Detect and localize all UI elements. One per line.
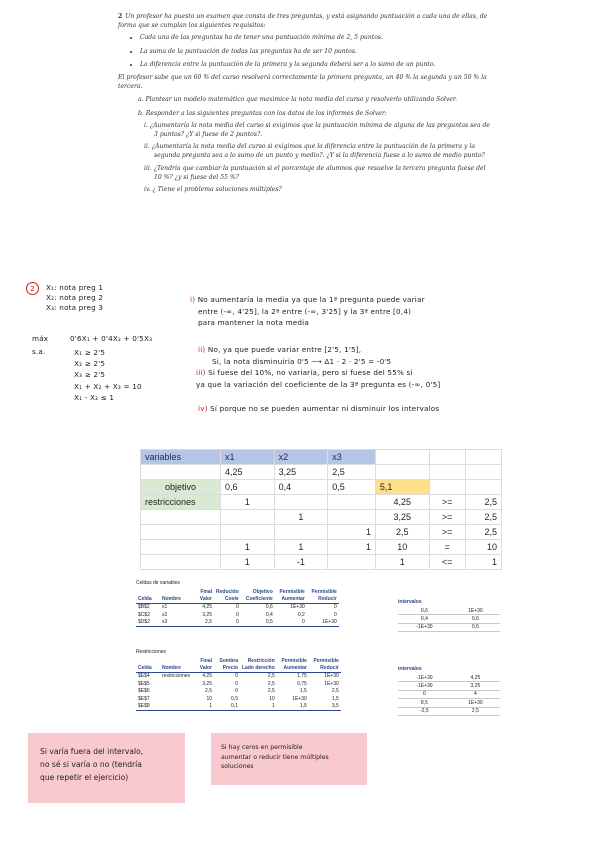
note-line: no sé si varía o no (tendría	[40, 760, 142, 769]
constraint: X₂ ≥ 2'5	[74, 359, 106, 369]
header-cell: x3	[328, 450, 376, 465]
requirement-item: • La diferencia entre la puntuación de la primera y la segunda deberá ser a lo sumo de un punto.	[140, 60, 490, 69]
constraints-list	[74, 347, 142, 403]
cell: 0	[398, 690, 451, 698]
header-cell	[136, 657, 160, 664]
coef-cell: 1	[328, 540, 376, 555]
rhs-cell: 10	[465, 540, 501, 555]
cell: 2,5	[267, 680, 275, 687]
report-title: Restricciones	[136, 649, 167, 655]
problem-knowledge: El profesor sabe que un 60 % del curso resolverá correctamente la primera pregunta, un 40 % la segunda y un 50 % la tercera.	[118, 74, 487, 91]
table-row	[136, 611, 339, 618]
report-variables	[136, 580, 339, 627]
header-cell: Permisible	[281, 657, 307, 664]
variable-definitions	[46, 283, 103, 313]
cell: 0	[334, 604, 337, 611]
cell: 1E+30	[292, 695, 307, 702]
sticky-note-left	[28, 733, 185, 803]
table-row	[398, 690, 500, 698]
note-line: Si hay ceros en permisible	[221, 744, 303, 751]
cell: 0	[236, 604, 239, 611]
coef-cell: 1	[220, 495, 274, 510]
question-ii: ii. ¿Aumentaría la nota media del curso si exigimos que la diferencia entre la puntuación de la primera y la segunda pregunta sea a lo sumo de un punto y medio?. ¿Y si la diferencia fuese a lo sumo de medio punto?	[144, 143, 485, 160]
lhs-cell: 10	[375, 540, 429, 555]
table-row	[398, 623, 500, 631]
header-cell: Sombra	[219, 657, 238, 664]
op-cell: >=	[429, 495, 465, 510]
cell	[160, 695, 194, 702]
table-row	[141, 525, 502, 540]
cell: 1E+30	[451, 607, 500, 615]
problem-statement	[118, 12, 490, 194]
header-cell: Restricción	[247, 657, 275, 664]
cell: -1E+30	[398, 674, 451, 682]
cell: 0	[235, 680, 238, 687]
cell: -1E+30	[398, 623, 451, 631]
table-row	[136, 688, 341, 695]
header-cell: Objetivo	[252, 588, 273, 595]
cell: 2,5	[205, 688, 212, 695]
coef-cell: 1	[220, 555, 274, 570]
table-row	[141, 465, 502, 480]
note-line: que repetir el ejercicio)	[40, 773, 129, 782]
problem-intro-text: Un profesor ha puesto un examen que consta de tres preguntas, y está asignando puntuación a cada una de ellas, de forma que se cumplan los siguientes requisitos:	[118, 13, 488, 30]
cell: 0,4	[398, 615, 451, 623]
coef-cell: 1	[220, 540, 274, 555]
answer-iii	[196, 367, 596, 390]
constraint: X₃ ≥ 2'5	[74, 370, 106, 380]
value-cell: 2,5	[328, 465, 376, 480]
requirement-item: • Cada una de las preguntas ha de tener una puntuación mínima de 2, 5 puntos.	[140, 33, 490, 42]
question-i: i. ¿Aumentaría la nota media del curso si exigimos que la puntuación mínima de alguna de las preguntas sea de 3 puntos? ¿Y si fuese de 2 puntos?.	[144, 121, 490, 139]
answer-i	[190, 294, 595, 329]
table-row	[398, 682, 500, 690]
value-cell: 4,25	[220, 465, 274, 480]
table-row	[398, 607, 500, 615]
cell: 0,5	[241, 619, 275, 627]
objective-value: 5,1	[375, 480, 429, 495]
header-cell: variables	[141, 450, 221, 465]
cell: 8,5	[398, 699, 451, 707]
header-cell: Reducir	[307, 595, 339, 603]
lhs-cell: 2,5	[375, 525, 429, 540]
cell: 0	[214, 619, 241, 627]
header-cell: Coste	[214, 595, 241, 603]
header-cell	[160, 588, 194, 595]
answer-iv-text: Sí porque no se pueden aumentar ni disminuir los intervalos	[210, 404, 440, 413]
header-cell: Final	[200, 657, 212, 664]
cell: 0	[235, 688, 238, 695]
cell: x1	[162, 604, 168, 611]
constraint: X₁ + X₂ + X₃ = 10	[74, 381, 142, 391]
cell: -1E+30	[398, 682, 451, 690]
header-cell: x2	[274, 450, 328, 465]
cell: 0	[334, 611, 337, 618]
table-row	[398, 615, 500, 623]
table-row	[141, 555, 502, 570]
requirements-list	[118, 33, 490, 69]
intervals-title: intervalos	[398, 666, 422, 672]
rhs-cell: 2,5	[465, 525, 501, 540]
problem-number: 2	[118, 13, 123, 20]
table-row	[136, 672, 341, 680]
rhs-cell: 2,5	[465, 510, 501, 525]
cell: 3,5	[309, 702, 341, 710]
restrictions-label: restricciones	[141, 495, 221, 510]
answer-ii-line: No, ya que puede variar entre [2'5, 1'5],	[207, 345, 362, 354]
table-row	[398, 707, 500, 715]
answer-iv-label: iv)	[198, 404, 208, 413]
cell: 3,25	[202, 680, 212, 687]
header-cell: Valor	[194, 595, 214, 603]
value-cell: 3,25	[274, 465, 328, 480]
header-cell: Lado derecho	[242, 665, 275, 672]
intervals-constraints	[398, 666, 500, 716]
cell: 0	[236, 611, 239, 618]
cell: 1,75	[297, 673, 307, 680]
cell	[160, 702, 194, 710]
lhs-cell: 1	[375, 555, 429, 570]
cell: $E$6	[138, 688, 150, 695]
header-cell: Permisible	[311, 588, 337, 595]
answer-iii-label: iii)	[196, 368, 206, 377]
var-def: X₃: nota preg 3	[46, 303, 104, 312]
cell: 1E+30	[324, 680, 339, 687]
table-row	[141, 495, 502, 510]
header-cell: Valor	[194, 664, 214, 672]
report-constraints	[136, 649, 341, 711]
answer-ii-line: Si, la nota disminuiría 0'5 ⟶ Δ1 · 2 · 2'5 = -0'5	[212, 356, 392, 366]
objective-label: objetivo	[141, 480, 221, 495]
question-iv: iv. ¿ Tiene el problema soluciones múltiples?	[144, 186, 282, 194]
cell: $B$2	[138, 604, 150, 611]
coef-cell: 1	[328, 525, 376, 540]
cell: $E$5	[138, 680, 150, 687]
table-row	[136, 619, 339, 627]
cell: 0,2	[297, 611, 305, 618]
cell: $E$7	[138, 695, 150, 702]
coef-cell	[328, 495, 376, 510]
cell: 2,5	[267, 673, 275, 680]
header-cell	[136, 588, 160, 595]
table-row	[136, 695, 341, 702]
header-cell: Reducido	[216, 588, 239, 595]
table-row	[136, 680, 341, 687]
table-row	[136, 702, 341, 710]
coef-cell: 1	[274, 510, 328, 525]
answer-i-line: No aumentaría la media ya que la 1ª pregunta puede variar	[197, 295, 425, 304]
cell: 1E+30	[290, 604, 305, 611]
cell: x2	[162, 611, 168, 618]
header-cell	[160, 657, 194, 664]
header-cell: x1	[220, 450, 274, 465]
header-cell: Precio	[214, 664, 240, 672]
answer-ii	[198, 344, 588, 367]
intervals-variables-table	[398, 607, 500, 632]
table-row	[136, 603, 339, 611]
part-a: a. Plantear un modelo matemático que maximice la nota media del curso y resolverlo utilizando Solver.	[138, 96, 458, 104]
exercise-number-circle: 2	[26, 282, 39, 295]
op-cell: =	[429, 540, 465, 555]
cell: 0,6	[451, 615, 500, 623]
intervals-constraints-table	[398, 674, 500, 716]
header-cell: Nombre	[160, 595, 194, 603]
cell: $C$2	[138, 611, 150, 618]
report-title: Celdas de variables	[136, 580, 180, 586]
header-cell: Aumentar	[275, 595, 307, 603]
header-cell: Reducir	[309, 664, 341, 672]
cell: 4	[451, 690, 500, 698]
cell: 2,5	[194, 619, 214, 627]
intervals-variables	[398, 599, 500, 632]
objective-function: 0'6X₁ + 0'4X₂ + 0'5X₃	[70, 334, 153, 343]
coef-cell	[274, 495, 328, 510]
table-row	[141, 450, 502, 465]
lhs-cell: 3,25	[375, 510, 429, 525]
table-row	[398, 674, 500, 682]
report-constraints-table	[136, 657, 341, 711]
cell: 2,5	[267, 688, 275, 695]
table-row	[136, 664, 341, 672]
cell: 2,5	[451, 707, 500, 715]
sticky-note-right	[211, 733, 367, 785]
cell: 1,5	[299, 688, 307, 695]
cell: 1	[240, 702, 277, 710]
cell: 4,25	[451, 674, 500, 682]
cell: 10	[206, 695, 212, 702]
var-def: X₁: nota preg 1	[46, 283, 104, 292]
cell: 0,6	[398, 607, 451, 615]
answer-i-line: para mantener la nota media	[198, 318, 309, 327]
cell: 3,25	[202, 611, 212, 618]
cell: 0,1	[214, 702, 240, 710]
cell: 1E+30	[451, 699, 500, 707]
header-cell: Permisible	[313, 657, 339, 664]
header-cell: Permisible	[279, 588, 305, 595]
coef-cell: 0,5	[328, 480, 376, 495]
cell: 0	[235, 673, 238, 680]
lhs-cell: 4,25	[375, 495, 429, 510]
op-cell: >=	[429, 525, 465, 540]
cell: 0,75	[297, 680, 307, 687]
requirement-item: • La suma de la puntuación de todas las preguntas ha de ser 10 puntos.	[140, 47, 490, 56]
header-cell: Coeficiente	[241, 595, 275, 603]
cell: $D$2	[136, 619, 160, 627]
cell: 3,25	[451, 682, 500, 690]
cell: 10	[269, 695, 275, 702]
rhs-cell: 1	[465, 555, 501, 570]
cell	[160, 688, 194, 695]
table-row	[136, 595, 339, 603]
cell: 1,5	[277, 702, 309, 710]
sa-label: s.a.	[32, 347, 46, 356]
intervals-title: intervalos	[398, 599, 422, 605]
constraint: X₁ - X₂ ≤ 1	[74, 392, 115, 402]
table-row	[398, 699, 500, 707]
answer-ii-label: ii)	[198, 345, 206, 354]
note-line: aumentar o reducir tiene múltiples	[221, 753, 329, 761]
constraint: X₁ ≥ 2'5	[74, 348, 106, 357]
excel-model-table	[140, 449, 502, 570]
cell: 4,25	[202, 673, 212, 680]
cell: restricciones	[162, 673, 191, 680]
coef-cell: 0,6	[220, 480, 274, 495]
cell	[160, 680, 194, 687]
rhs-cell: 2,5	[465, 495, 501, 510]
cell: 4,25	[202, 604, 212, 611]
cell: x3	[160, 619, 194, 627]
table-row	[141, 540, 502, 555]
cell: $E$8	[136, 702, 160, 710]
table-row	[141, 480, 502, 495]
cell: 0,5	[451, 623, 500, 631]
answer-iv	[198, 404, 593, 413]
coef-cell	[328, 510, 376, 525]
header-cell: Celda	[136, 595, 160, 603]
answer-iii-line: ya que la variación del coeficiente de la 3ª pregunta es (-∞, 0'5]	[196, 379, 441, 389]
table-row	[141, 510, 502, 525]
note-line: Si varía fuera del intervalo,	[40, 747, 144, 756]
cell: 0,6	[265, 604, 273, 611]
cell: 1E+30	[307, 619, 339, 627]
cell: -2,5	[398, 707, 451, 715]
question-iii: iii. ¿Tendría que cambiar la puntuación si el porcentaje de alumnos que resuelve la tercera pregunta fuese del 10 %? ¿y si fuese del 55 %?	[144, 164, 486, 181]
coef-cell: -1	[274, 555, 328, 570]
cell: 0	[275, 619, 307, 627]
cell: 1,5	[331, 695, 339, 702]
cell: 0,4	[265, 611, 273, 618]
cell: 1E+30	[324, 673, 339, 680]
header-cell: Celda	[136, 664, 160, 672]
coef-cell	[220, 510, 274, 525]
problem-intro	[118, 12, 490, 30]
coef-cell: 1	[274, 540, 328, 555]
header-cell: Aumentar	[277, 664, 309, 672]
coef-cell: 0,4	[274, 480, 328, 495]
answer-i-label: i)	[190, 295, 196, 304]
var-def: X₂: nota preg 2	[46, 293, 104, 302]
max-label: máx	[32, 334, 49, 343]
note-line: soluciones	[221, 763, 254, 770]
part-b: b. Responder a las siguientes preguntas con los datos de los informes de Solver:	[138, 109, 387, 117]
report-variables-table	[136, 588, 339, 627]
table-row	[136, 657, 341, 664]
op-cell: >=	[429, 510, 465, 525]
coef-cell	[274, 525, 328, 540]
cell: 0,5	[231, 695, 238, 702]
header-cell: Final	[200, 588, 212, 595]
header-cell: Nombre	[160, 664, 194, 672]
cell: 1	[194, 702, 214, 710]
cell: $E$4	[138, 673, 150, 680]
table-row	[136, 588, 339, 595]
op-cell: <=	[429, 555, 465, 570]
answer-iii-line: Si fuese del 10%, no variaría, pero si fuese del 55% si	[208, 368, 413, 377]
coef-cell	[328, 555, 376, 570]
answer-i-line: entre (-∞, 4'25], la 2ª entre (-∞, 3'25] y la 3ª entre [0,4)	[198, 306, 412, 316]
coef-cell	[220, 525, 274, 540]
cell: 2,5	[331, 688, 339, 695]
